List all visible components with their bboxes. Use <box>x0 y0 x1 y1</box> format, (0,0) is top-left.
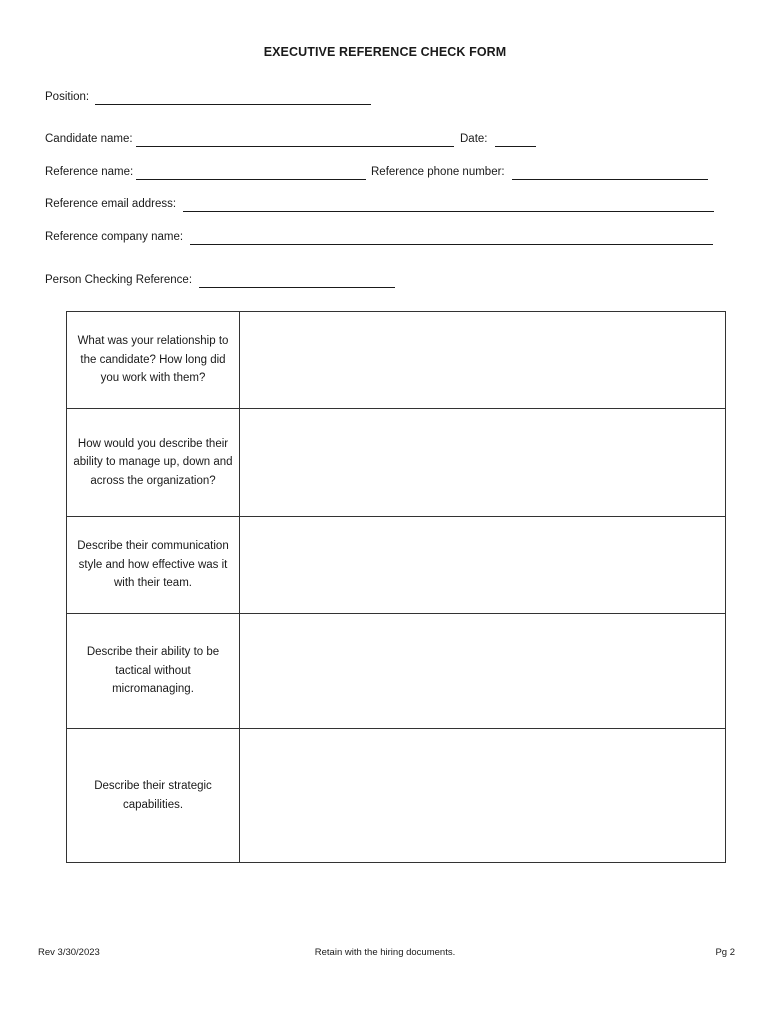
person-checking-field <box>45 272 395 288</box>
reference-email-field <box>45 196 714 212</box>
question-row <box>67 614 726 729</box>
page-number: Pg 2 <box>715 947 735 958</box>
reference-name-field <box>45 164 366 180</box>
date-input[interactable] <box>495 133 536 147</box>
question-cell: Describe their communication style and how effective was it with their team. <box>67 517 240 614</box>
reference-name-label: Reference name: <box>45 166 134 178</box>
reference-phone-input[interactable] <box>512 166 708 180</box>
reference-name-input[interactable] <box>136 166 366 180</box>
answer-cell[interactable] <box>240 409 726 517</box>
date-label: Date: <box>460 133 488 145</box>
candidate-name-input[interactable] <box>136 133 454 147</box>
revision-date: Rev 3/30/2023 <box>38 947 100 958</box>
reference-email-input[interactable] <box>183 198 714 212</box>
position-input[interactable] <box>95 91 371 105</box>
question-row <box>67 312 726 409</box>
question-row <box>67 409 726 517</box>
question-cell: Describe their ability to be tactical without micromanaging. <box>67 614 240 729</box>
person-checking-input[interactable] <box>199 274 395 288</box>
reference-phone-field <box>371 164 708 180</box>
form-title: EXECUTIVE REFERENCE CHECK FORM <box>263 45 507 59</box>
answer-cell[interactable] <box>240 517 726 614</box>
answer-cell[interactable] <box>240 729 726 863</box>
question-cell: Describe their strategic capabilities. <box>67 729 240 863</box>
question-cell: How would you describe their ability to manage up, down and across the organization? <box>67 409 240 517</box>
candidate-name-field <box>45 131 454 147</box>
question-row <box>67 517 726 614</box>
answer-cell[interactable] <box>240 614 726 729</box>
reference-company-field <box>45 229 713 245</box>
position-label: Position: <box>45 91 90 103</box>
reference-company-label: Reference company name: <box>45 231 184 243</box>
reference-phone-label: Reference phone number: <box>371 166 505 178</box>
answer-cell[interactable] <box>240 312 726 409</box>
person-checking-label: Person Checking Reference: <box>45 274 193 286</box>
reference-email-label: Reference email address: <box>45 198 177 210</box>
questions-table <box>66 311 726 863</box>
retention-note: Retain with the hiring documents. <box>314 947 456 958</box>
reference-company-input[interactable] <box>190 231 713 245</box>
position-field <box>45 89 371 105</box>
question-row <box>67 729 726 863</box>
candidate-name-label: Candidate name: <box>45 133 133 145</box>
question-cell: What was your relationship to the candidate? How long did you work with them? <box>67 312 240 409</box>
date-field <box>460 131 536 147</box>
